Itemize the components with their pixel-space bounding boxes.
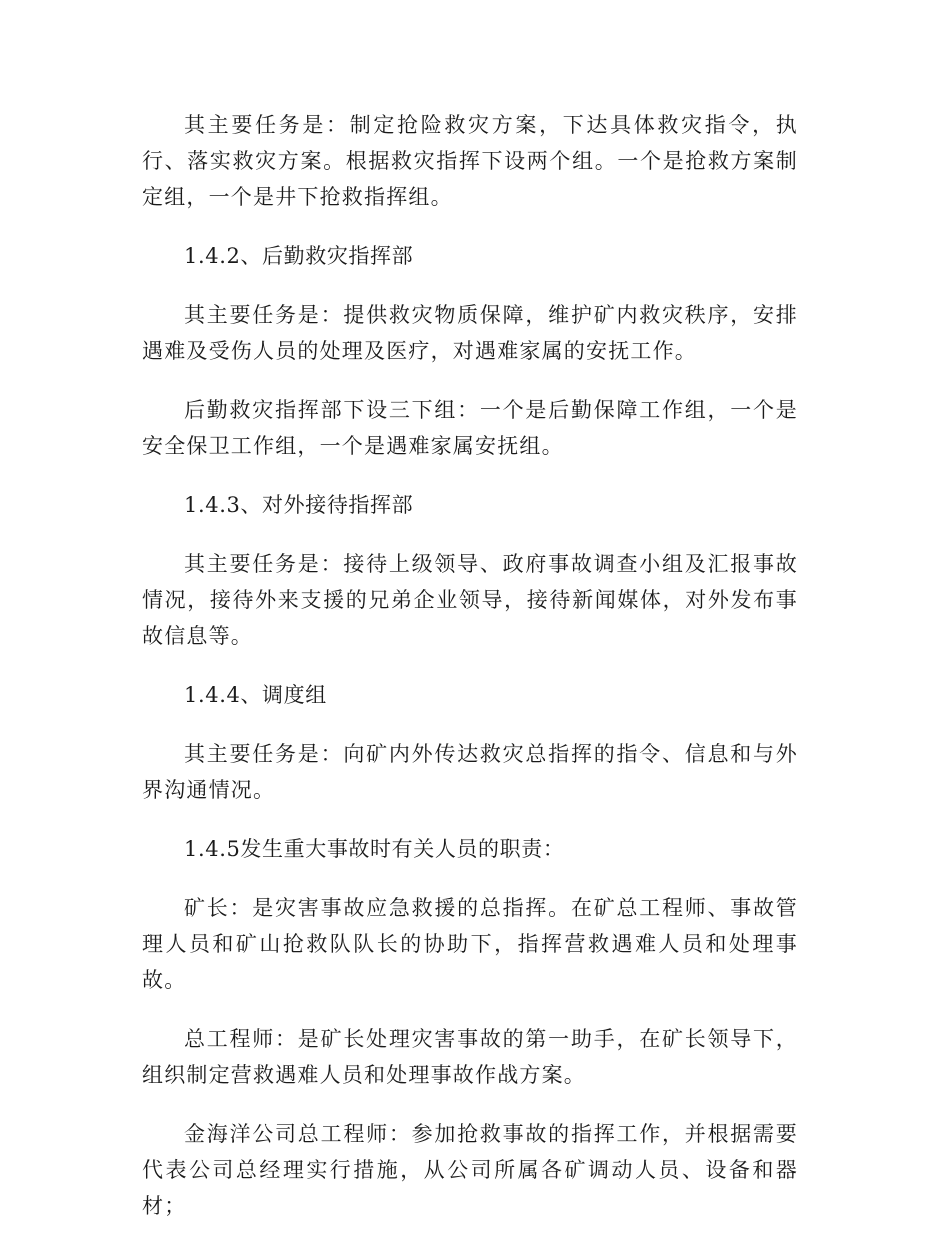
- paragraph-duty-chief-engineer: 总工程师：是矿长处理灾害事故的第一助手，在矿长领导下，组织制定营救遇难人员和处理事故作战方案。: [142, 1027, 798, 1087]
- paragraph-duty-company-chief-engineer: 金海洋公司总工程师：参加抢救事故的指挥工作，并根据需要代表公司总经理实行措施，从公司所属各矿调动人员、设备和器材；: [142, 1122, 798, 1218]
- paragraph-duty-mine-director: 矿长：是灾害事故应急救援的总指挥。在矿总工程师、事故管理人员和矿山抢救队队长的协助下，指挥营救遇难人员和处理事故。: [142, 896, 798, 992]
- paragraph-main-tasks-logistics: 其主要任务是：提供救灾物质保障，维护矿内救灾秩序，安排遇难及受伤人员的处理及医疗，对遇难家属的安抚工作。: [142, 303, 798, 363]
- paragraph-logistics-groups: 后勤救灾指挥部下设三下组：一个是后勤保障工作组，一个是安全保卫工作组，一个是遇难家属安抚组。: [142, 398, 798, 458]
- section-heading-1-4-3: 1.4.3、对外接待指挥部: [184, 493, 414, 517]
- document-page: [142, 107, 798, 1247]
- section-heading-1-4-2: 1.4.2、后勤救灾指挥部: [184, 244, 414, 268]
- section-heading-1-4-5: 1.4.5发生重大事故时有关人员的职责：: [184, 837, 565, 861]
- paragraph-main-tasks-reception: 其主要任务是：接待上级领导、政府事故调查小组及汇报事故情况，接待外来支援的兄弟企业领导，接待新闻媒体，对外发布事故信息等。: [142, 552, 798, 648]
- paragraph-main-tasks-dispatch: 其主要任务是：向矿内外传达救灾总指挥的指令、信息和与外界沟通情况。: [142, 742, 798, 802]
- section-heading-1-4-4: 1.4.4、调度组: [184, 683, 327, 707]
- paragraph-main-tasks-rescue: 其主要任务是：制定抢险救灾方案，下达具体救灾指令，执行、落实救灾方案。根据救灾指挥下设两个组。一个是抢救方案制定组，一个是井下抢救指挥组。: [142, 113, 798, 209]
